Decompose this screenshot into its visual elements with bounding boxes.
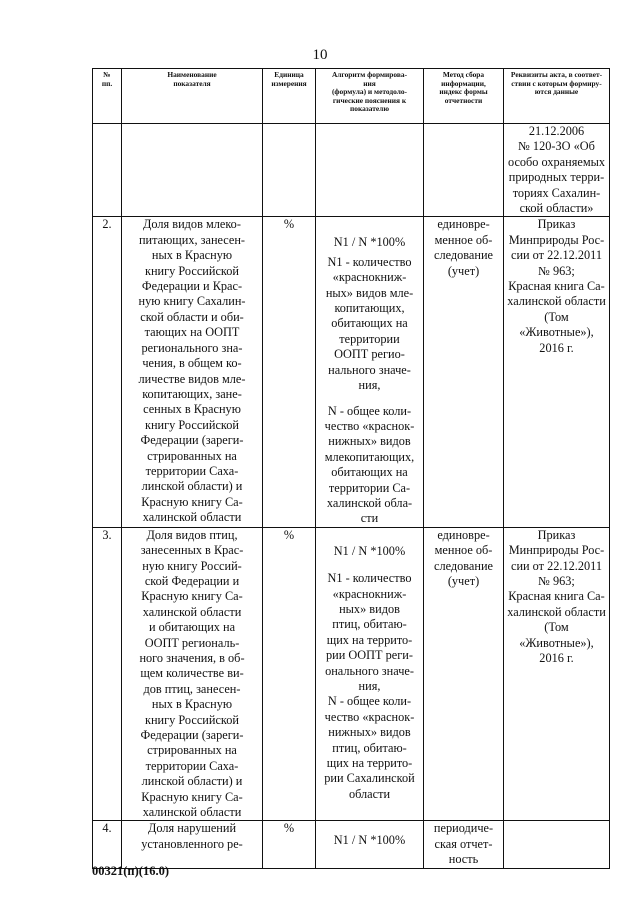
table-row (93, 527, 610, 821)
row-unit (263, 124, 316, 217)
row-n-definition: N - общее коли- чество «краснок- нижных» видов млекопитающих, обитающих на территории Са- халинской обла- сти (324, 403, 415, 526)
header-method: Метод сбора информации, индекс формы отчетности (424, 69, 504, 124)
row-name: Доля нарушений установленного ре- (122, 821, 263, 868)
row-num: 3. (93, 527, 122, 821)
row-n-definition: N - общее коли- чество «краснок- нижных» видов птиц, обитаю- щих на террито- рии Сахалинской области (324, 694, 415, 801)
row-algorithm (316, 124, 424, 217)
row-name: Доля видов млеко- питающих, занесен- ных в Красную книгу Российской Федерации и Крас- ную книгу Сахалин- ской области и оби- тающих на ООПТ регионального зна- чения, в общем ко- личестве видов мле- копитающих, зане- сенных в Красную книгу Российской Федерации (зареги- стрированных на территории Саха- линской области) и Красную книгу Са- халинской области (122, 217, 263, 527)
row-name (122, 124, 263, 217)
header-name: Наименование показателя (122, 69, 263, 124)
row-algorithm (316, 527, 424, 821)
row-n1-definition: N1 - количество «краснокниж- ных» видов птиц, обитаю- щих на террито- рии ООПТ реги- онального значе- ния, (325, 571, 414, 693)
row-formula: N1 / N *100% (333, 543, 406, 558)
document-code: 00321(п)(16.0) (92, 864, 169, 878)
row-requisites: Приказ Минприроды Рос- сии от 22.12.2011 № 963; Красная книга Са- халинской области (Том «Животные»), 2016 г. (504, 527, 610, 821)
row-unit: % (263, 527, 316, 821)
indicators-table (92, 68, 610, 869)
row-formula: N1 / N *100% (333, 235, 406, 250)
row-num: 2. (93, 217, 122, 527)
header-unit: Единица измерения (263, 69, 316, 124)
row-n1-definition: N1 - количество «краснокниж- ных» видов мле- копитающих, обитающих на территории ООПТ регио- нального значе- ния, (325, 254, 414, 393)
row-method: единовре- менное об- следование (учет) (424, 527, 504, 821)
row-requisites (504, 821, 610, 868)
row-algorithm (316, 217, 424, 527)
row-algorithm (316, 821, 424, 868)
row-num (93, 124, 122, 217)
row-unit: % (263, 821, 316, 868)
row-requisites: 21.12.2006 № 120-ЗО «Об особо охраняемых природных терри- ториях Сахалин- ской области» (504, 124, 610, 217)
table-row (93, 124, 610, 217)
row-method: периодиче- ская отчет- ность (424, 821, 504, 868)
row-requisites: Приказ Минприроды Рос- сии от 22.12.2011 № 963; Красная книга Са- халинской области (Том «Животные»), 2016 г. (504, 217, 610, 527)
row-name: Доля видов птиц, занесенных в Крас- ную книгу Россий- ской Федерации и Красную книгу Са- халинской области и обитающих на ООПТ региональ- ного значения, в об- щем количестве ви- дов птиц, занесен- ных в Красную книгу Российской Федерации (зареги- стрированных на территории Саха- линской области) и Красную книгу Са- халинской области (122, 527, 263, 821)
page-number: 10 (312, 47, 328, 63)
table-row (93, 821, 610, 868)
row-formula: N1 / N *100% (333, 833, 406, 848)
row-method: единовре- менное об- следование (учет) (424, 217, 504, 527)
header-requisites: Реквизиты акта, в соответ- ствии с которым формиру- ются данные (504, 69, 610, 124)
header-algorithm: Алгоритм формирова- ния (формула) и методоло- гические пояснения к показателю (316, 69, 424, 124)
row-num: 4. (93, 821, 122, 868)
table-row (93, 217, 610, 527)
row-unit: % (263, 217, 316, 527)
row-method (424, 124, 504, 217)
table-header-row (93, 69, 610, 124)
header-num: № пп. (93, 69, 122, 124)
